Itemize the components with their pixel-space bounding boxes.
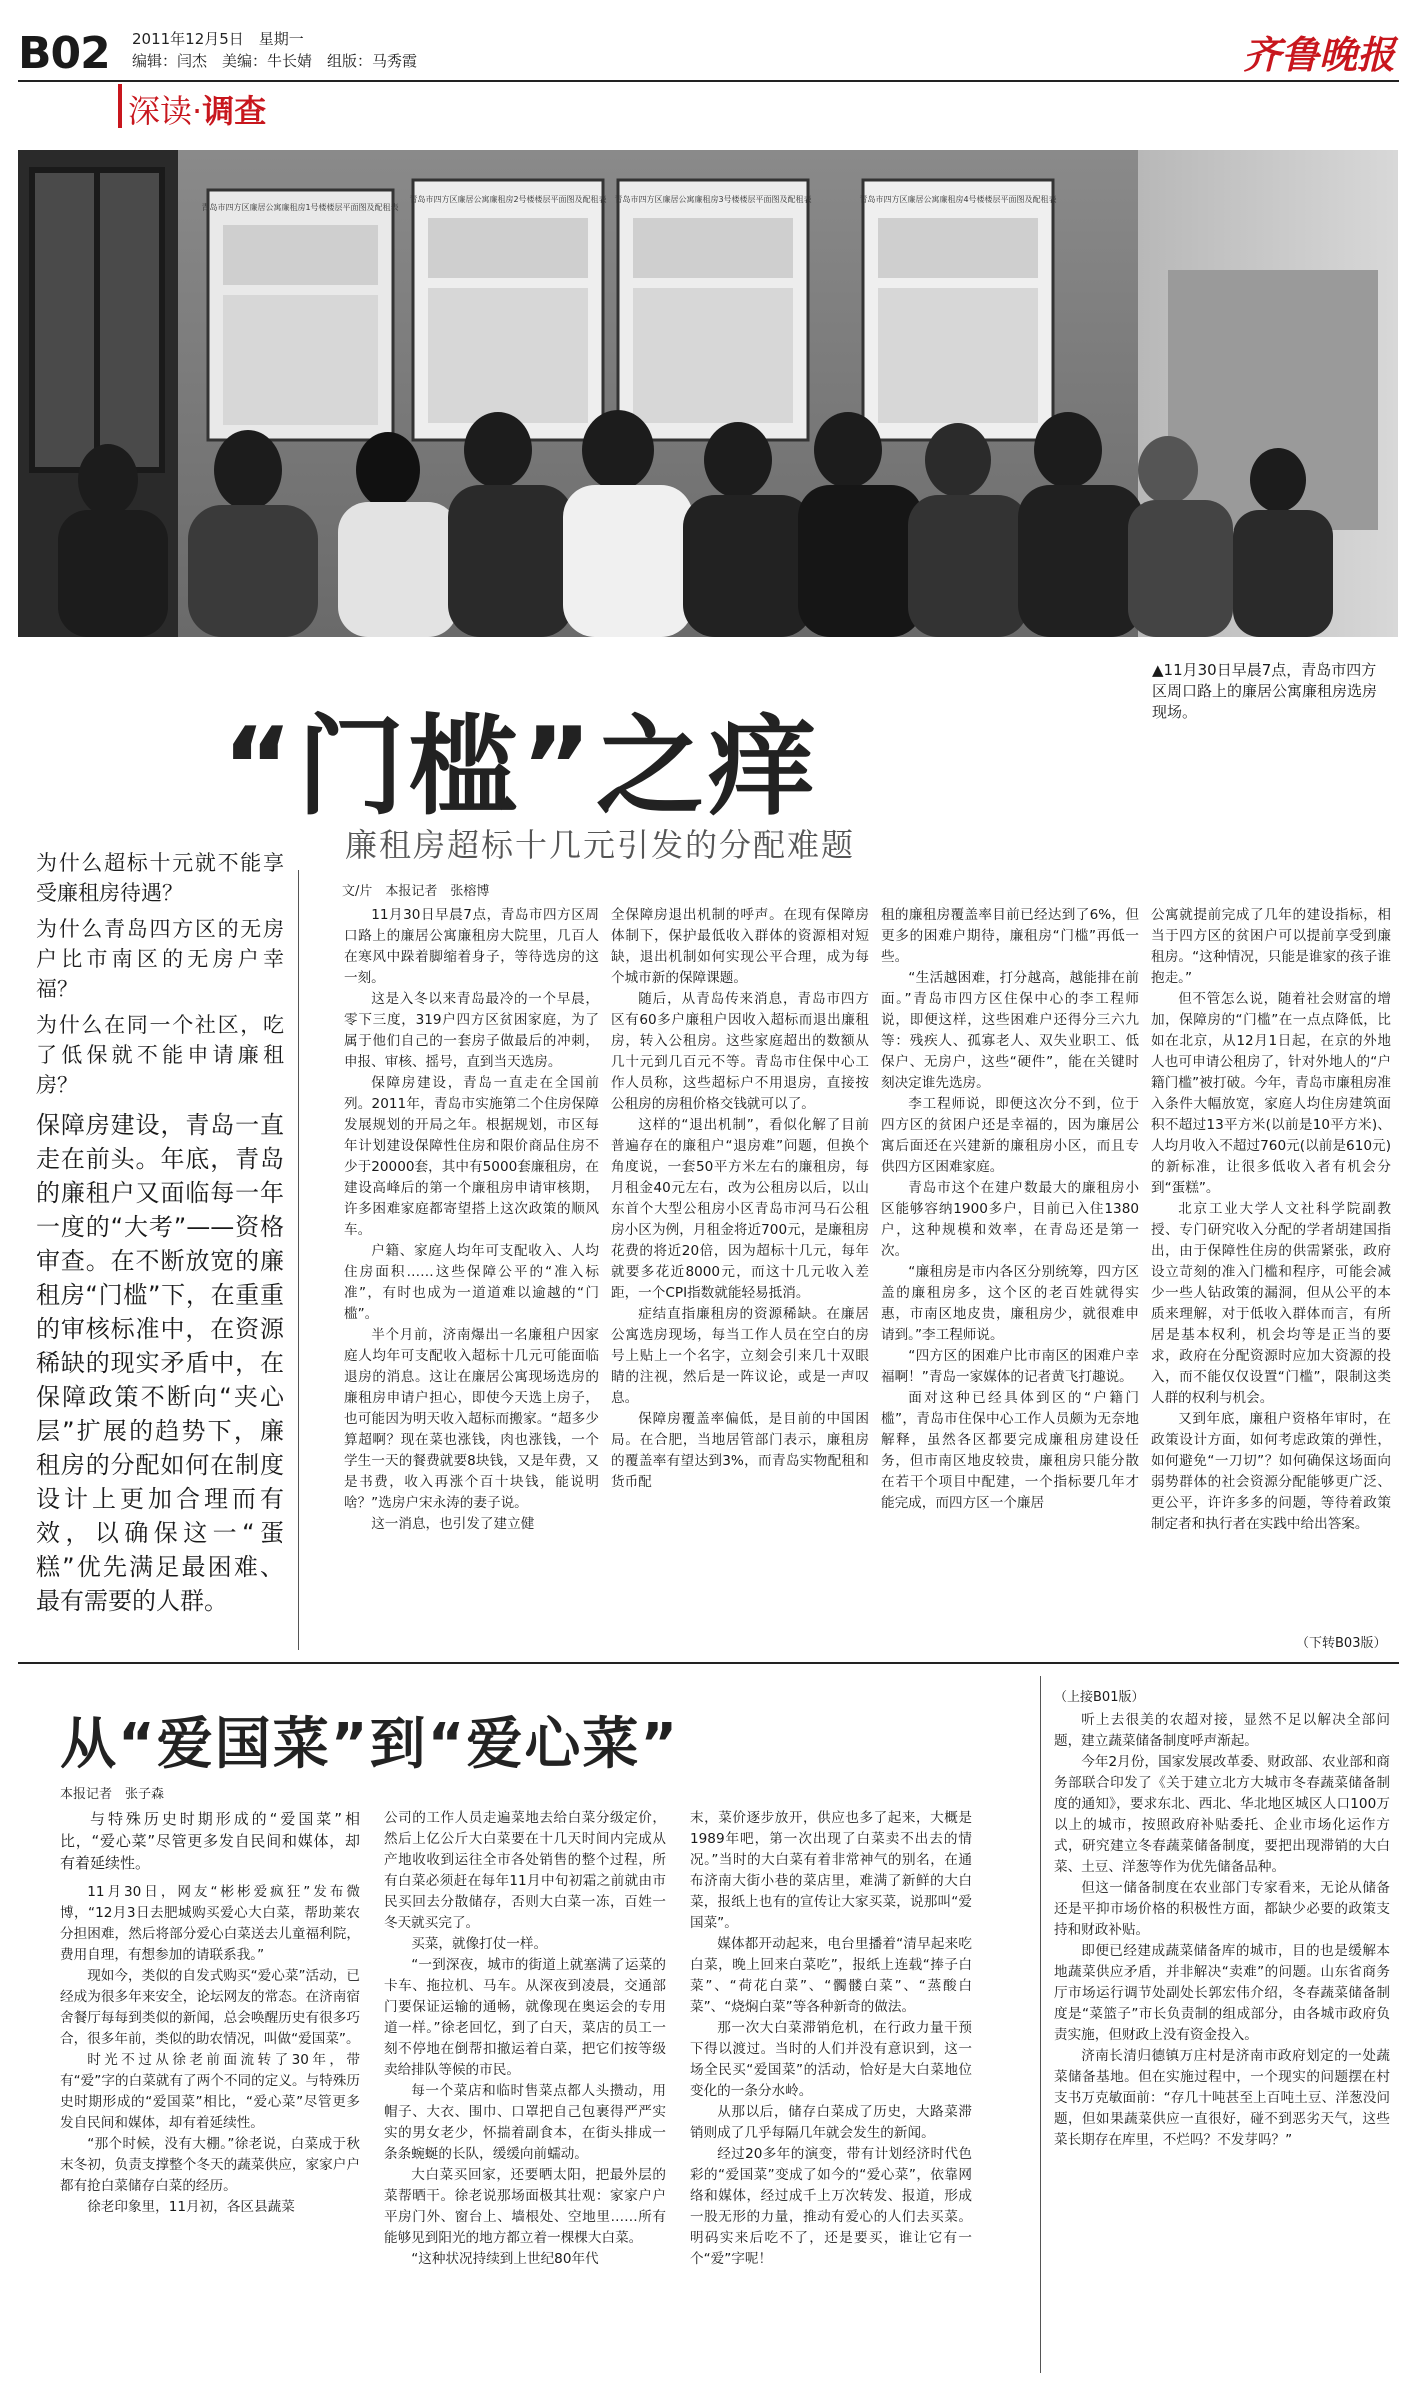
- paragraph: 这一消息，也引发了建立健: [371, 1516, 535, 1532]
- photo-caption: ▲11月30日早晨7点，青岛市四方区周口路上的廉居公寓廉租房选房现场。: [1152, 661, 1378, 721]
- article-1-column-1: [344, 905, 599, 1655]
- article-1-column-3: [881, 905, 1139, 1655]
- paragraph: 半个月前，济南爆出一名廉租户因家庭人均年可支配收入超标十几元可能面临退房的消息。这让在廉居公寓现场选房的廉租房申请户担心，即使今天选上房子，也可能因为明天收入超标而搬家。“超多少算超啊？现在菜也涨钱，肉也涨钱，一个学生一天的餐费就要8块钱，又是年费，又是书费，收入再涨个百十块钱，能说明啥？”选房户宋永涛的妻子说。: [344, 1327, 599, 1511]
- paragraph: 徐老印象里，11月初，各区县蔬菜: [87, 2199, 295, 2215]
- paragraph: 每一个菜店和临时售菜点都人头攒动，用帽子、大衣、围巾、口罩把自己包裹得严严实实的男女老少，怀揣着副食本，在街头排成一条条蜿蜒的长队，缓缓向前蠕动。: [384, 2083, 666, 2162]
- intro-question-3: 为什么在同一个社区，吃了低保就不能申请廉租房？: [36, 1013, 284, 1097]
- crowd-photo-illustration: [18, 150, 1398, 637]
- notice-sign-3: 青岛市四方区廉居公寓廉租房3号楼楼层平面图及配租表: [614, 195, 812, 204]
- page-number: B02: [18, 28, 110, 79]
- intro-body: 保障房建设，青岛一直走在前头。年底，青岛的廉租户又面临每一年一度的“大考”——资格审查。在不断放宽的廉租房“门槛”下，在重重的审核标准中，在资源稀缺的现实矛盾中，在保障政策不断向“夹心层”扩展的趋势下，廉租房的分配如何在制度设计上更加合理而有效，以确保这一“蛋糕”优先满足最困难、最有需要的人群。: [36, 1111, 284, 1615]
- paragraph: 这样的“退出机制”，看似化解了目前普遍存在的廉租户“退房难”问题，但换个角度说，一套50平方米左右的廉租房，每月租金40元左右，改为公租房以后，以山东首个大型公租房小区青岛市河马石公租房小区为例，月租金将近700元，是廉租房花费的将近20倍，因为超标十几元，每年就要多花近8000元，而这十几元收入差距，一个CPI指数就能轻易抵消。: [611, 1117, 869, 1301]
- paragraph: 李工程师说，即便这次分不到，位于四方区的贫困户还是幸福的，因为廉居公寓后面还在兴建新的廉租房小区，而且专供四方区困难家庭。: [881, 1096, 1139, 1175]
- notice-board-2: [409, 180, 606, 440]
- continued-from-note: （上接B01版）: [1054, 1690, 1145, 1705]
- article-2-column-2: [384, 1808, 666, 2373]
- paragraph: 全保障房退出机制的呼声。在现有保障房体制下，保护最低收入群体的资源相对短缺，退出机制如何实现公平合理，成为每个城市新的保障课题。: [611, 907, 869, 986]
- intro-question-2: 为什么青岛四方区的无房户比市南区的无房户幸福？: [36, 917, 284, 1001]
- article-2-byline: 本报记者 张子森: [60, 1787, 165, 1802]
- header-rule: [18, 80, 1399, 82]
- editor-line: 编辑：闫杰 美编：牛长婧 组版：马秀霞: [132, 52, 418, 70]
- article-1-column-2: [611, 905, 869, 1655]
- intro-divider: [298, 870, 299, 1650]
- paragraph: 公寓就提前完成了几年的建设指标，相当于四方区的贫困户可以提前享受到廉租房。“这种情况，只能是谁家的孩子谁抱走。”: [1151, 907, 1391, 986]
- paragraph: 户籍、家庭人均年可支配收入、人均住房面积……这些保障公平的“准入标准”，有时也成为一道道难以逾越的“门槛”。: [344, 1243, 599, 1322]
- paragraph: 租的廉租房覆盖率目前已经达到了6%，但更多的困难户期待，廉租房“门槛”再低一些。: [881, 907, 1139, 965]
- paragraph: 症结直指廉租房的资源稀缺。在廉居公寓选房现场，每当工作人员在空白的房号上贴上一个名字，立刻会引来几十双眼睛的注视，然后是一阵议论，或是一声叹息。: [611, 1306, 869, 1406]
- paragraph: “生活越困难，打分越高，越能排在前面。”青岛市四方区住保中心的李工程师说，即便这样，这些困难户还得分三六九等：残疾人、孤寡老人、双失业职工、低保户、无房户，这些“硬件”，能在关键时刻决定谁先选房。: [881, 970, 1139, 1091]
- section-title: [128, 86, 266, 132]
- continued-on-note: （下转B03版）: [1296, 1636, 1387, 1651]
- paragraph: 但不管怎么说，随着社会财富的增加，保障房的“门槛”在一点点降低，比如在北京，从12月1日起，在京的外地人也可申请公租房了，针对外地人的“户籍门槛”被打破。今年，青岛市廉租房准入条件大幅放宽，家庭人均住房建筑面积不超过13平方米(以前是10平方米)、人均月收入不超过760元(以前是610元)的新标准，让很多低收入者有机会分到“蛋糕”。: [1151, 991, 1391, 1196]
- notice-board-4: [859, 180, 1056, 440]
- paragraph: 公司的工作人员走遍菜地去给白菜分级定价，然后上亿公斤大白菜要在十几天时间内完成从产地收收到运往全市各处销售的整个过程，所有白菜必须赶在每年11月中旬初霜之前就由市民买回去分散储存，否则大白菜一冻，百姓一冬天就买完了。: [384, 1810, 666, 1931]
- paragraph: 听上去很美的农超对接，显然不足以解决全部问题，建立蔬菜储备制度呼声渐起。: [1054, 1712, 1390, 1749]
- paragraph: 青岛市这个在建户数最大的廉租房小区能够容纳1900多户，目前已入住1380户，这种规模和效率，在青岛还是第一次。: [881, 1180, 1139, 1259]
- paragraph: 时光不过从徐老前面流转了30年，带有“爱”字的白菜就有了两个不同的定义。与特殊历史时期形成的“爱国菜”相比，“爱心菜”尽管更多发自民间和媒体，却有着延续性。: [60, 2052, 360, 2131]
- intro-question-1: 为什么超标十元就不能享受廉租房待遇？: [36, 851, 284, 905]
- article-1-column-4: [1151, 905, 1391, 1610]
- paragraph: 经过20多年的演变，带有计划经济时代色彩的“爱国菜”变成了如今的“爱心菜”，依靠网络和媒体，经过成千上万次转发、报道，形成一股无形的力量，推动有爱心的人们去买菜。明码实来后吃不了，还是要买，谁让它有一个“爱”字呢！: [690, 2146, 972, 2267]
- paragraph: 大白菜买回家，还要晒太阳，把最外层的菜帮晒干。徐老说那场面极其壮观：家家户户平房门外、窗台上、墙根处、空地里……所有能够见到阳光的地方都立着一棵棵大白菜。: [384, 2167, 666, 2246]
- paragraph: 末，菜价逐步放开，供应也多了起来，大概是1989年吧，第一次出现了白菜卖不出去的情况。”当时的大白菜有着非常神气的别名，在通布济南大街小巷的菜店里，难满了新鲜的大白菜，报纸上也有的宣传让大家买菜，说那叫“爱国菜”。: [690, 1810, 972, 1931]
- notice-board-1: [201, 190, 398, 440]
- column-divider: [1040, 1676, 1041, 2373]
- paragraph: 保障房覆盖率偏低，是目前的中国困局。在合肥，当地居管部门表示，廉租房的覆盖率有望达到3%，而青岛实物配租和货币配: [611, 1411, 869, 1490]
- article-1-intro: [36, 848, 284, 1650]
- paragraph: 又到年底，廉租户资格年审时，在政策设计方面，如何考虑政策的弹性，如何避免“一刀切”？如何确保这场面向弱势群体的社会资源分配能够更广泛、更公平，许许多多的问题，等待着政策制定者和执行者在实践中给出答案。: [1151, 1411, 1391, 1532]
- paragraph: 媒体都开动起来，电台里播着“清早起来吃白菜，晚上回来白菜吃”，报纸上连载“捧子白菜”、“荷花白菜”、“髑髅白菜”、“蒸酸白菜”、“烧焖白菜”等各种新奇的做法。: [690, 1936, 972, 2015]
- lead-photo: [18, 150, 1398, 637]
- article-1-headline: “门槛”之痒: [222, 705, 820, 830]
- paragraph: 北京工业大学人文社科学院副教授、专门研究收入分配的学者胡建国指出，由于保障性住房的供需紧张，政府设立苛刻的准入门槛和程序，可能会减少一些人钻政策的漏洞，但从公平的本质来理解，对于低收入群体而言，有所居是基本权利，机会均等是正当的要求，政府在分配资源时应加大资源的投入，而不能仅仅设置“门槛”，限制这类人群的权利与机会。: [1151, 1201, 1391, 1406]
- article-2-column-3: [690, 1808, 972, 2373]
- article-2-lead: 与特殊历史时期形成的“爱国菜”相比，“爱心菜”尽管更多发自民间和媒体，却有着延续性。: [60, 1810, 360, 1872]
- paragraph: 面对这种已经具体到区的“户籍门槛”，青岛市住保中心工作人员颇为无奈地解释，虽然各区都要完成廉租房建设任务，但市南区地皮较贵，廉租房只能分散在若干个项目中配建，一个指标要几年才能完成，而四方区一个廉居: [881, 1390, 1139, 1511]
- paragraph: 11月30日，网友“彬彬爱疯狂”发布微博，“12月3日去肥城购买爱心大白菜，帮助莱农分担困难，然后将部分爱心白菜送去儿童福利院，费用自理，有想参加的请联系我。”: [60, 1884, 360, 1963]
- newspaper-logo: 齐鲁晚报: [1242, 32, 1395, 77]
- section-title-light: 深读: [128, 92, 193, 130]
- article-2-headline: 从“爱国菜”到“爱心菜”: [60, 1712, 680, 1777]
- notice-sign-1: 青岛市四方区廉居公寓廉租房1号楼楼层平面图及配租表: [201, 203, 399, 212]
- paragraph: 即便已经建成蔬菜储备库的城市，目的也是缓解本地蔬菜供应矛盾，并非解决“卖难”的问题。山东省商务厅市场运行调节处副处长郭宏伟介绍，冬春蔬菜储备制度是“菜篮子”市长负责制的组成部分，由各城市政府负责实施，但财政上没有资金投入。: [1054, 1943, 1390, 2043]
- article-divider: [18, 1662, 1399, 1664]
- article-1-subhead: 廉租房超标十几元引发的分配难题: [345, 826, 856, 864]
- paragraph: 11月30日早晨7点，青岛市四方区周口路上的廉居公寓廉租房大院里，几百人在寒风中跺着脚缩着身子，等待选房的这一刻。: [344, 907, 599, 986]
- article-1-byline: 文/片 本报记者 张榕博: [342, 884, 490, 899]
- notice-sign-4: 青岛市四方区廉居公寓廉租房4号楼楼层平面图及配租表: [859, 195, 1057, 204]
- paragraph: 那一次大白菜滞销危机，在行政力量干预下得以渡过。当时的人们并没有意识到，这一场全民买“爱国菜”的活动，恰好是大白菜地位变化的一条分水岭。: [690, 2020, 972, 2099]
- section-title-dot: ·: [192, 92, 203, 130]
- section-title-bold: 调查: [202, 92, 267, 130]
- section-accent-bar: [118, 84, 122, 128]
- paragraph: “那个时候，没有大棚。”徐老说，白菜成于秋末冬初，负责支撑整个冬天的蔬菜供应，家家户户都有抢白菜储存白菜的经历。: [60, 2136, 360, 2194]
- article-2-column-1: [60, 1808, 360, 2373]
- paragraph: 今年2月份，国家发展改革委、财政部、农业部和商务部联合印发了《关于建立北方大城市冬春蔬菜储备制度的通知》，要求东北、西北、华北地区城区人口100万以上的城市，按照政府补贴委托、企业市场化运作方式，研究建立冬春蔬菜储备制度，要把出现滞销的大白菜、土豆、洋葱等作为优先储备品种。: [1054, 1754, 1390, 1875]
- paragraph: “一到深夜，城市的街道上就塞满了运菜的卡车、拖拉机、马车。从深夜到凌晨，交通部门要保证运输的通畅，就像现在奥运会的专用道一样。”徐老回忆，到了白天，菜店的员工一刻不停地在倒帮扣撤运着白菜，把它们按等级卖给排队等候的市民。: [384, 1957, 666, 2078]
- notice-board-3: [614, 180, 811, 440]
- notice-sign-2: 青岛市四方区廉居公寓廉租房2号楼楼层平面图及配租表: [409, 195, 607, 204]
- paragraph: 买菜，就像打仗一样。: [411, 1936, 548, 1952]
- article-2-column-4: [1054, 1710, 1390, 2373]
- paragraph: “四方区的困难户比市南区的困难户幸福啊！”青岛一家媒体的记者黄飞打趣说。: [881, 1348, 1139, 1385]
- paragraph: 但这一储备制度在农业部门专家看来，无论从储备还是平抑市场价格的积极性方面，都缺少必要的政策支持和财政补贴。: [1054, 1880, 1390, 1938]
- paragraph: “廉租房是市内各区分别统筹，四方区盖的廉租房多，这个区的老百姓就得实惠，市南区地皮贵，廉租房少，就很难申请到。”李工程师说。: [881, 1264, 1139, 1343]
- paragraph: 济南长清归德镇万庄村是济南市政府划定的一处蔬菜储备基地。但在实施过程中，一个现实的问题摆在村支书万克敏面前：“存几十吨甚至上百吨土豆、洋葱没问题，但如果蔬菜供应一直很好，碰不到恶劣天气，这些菜长期存在库里，不烂吗？不发芽吗？”: [1054, 2048, 1390, 2148]
- paragraph: 这是入冬以来青岛最冷的一个早晨，零下三度，319户四方区贫困家庭，为了属于他们自己的一套房子做最后的冲刺，申报、审核、摇号，直到当天选房。: [344, 991, 599, 1070]
- paragraph: 随后，从青岛传来消息，青岛市四方区有60多户廉租户因收入超标而退出廉租房，转入公租房。这些家庭超出的数额从几十元到几百元不等。青岛市住保中心工作人员称，这些超标户不用退房，直接按公租房的房租价格交钱就可以了。: [611, 991, 869, 1112]
- paragraph: “这种状况持续到上世纪80年代: [411, 2251, 599, 2267]
- paragraph: 保障房建设，青岛一直走在全国前列。2011年，青岛市实施第二个住房保障发展规划的开局之年。根据规划，市区每年计划建设保障性住房和限价商品住房不少于20000套，其中有5000套廉租房，在建设高峰后的第一个廉租房申请审核期，许多困难家庭都寄望搭上这次政策的顺风车。: [344, 1075, 599, 1238]
- paragraph: 现如今，类似的自发式购买“爱心菜”活动，已经成为很多年来安全，论坛网友的常态。在济南宿舍餐厅每每到类似的新闻，总会唤醒历史有很多巧合，很多年前，类似的助农情况，叫做“爱国菜”。: [60, 1968, 360, 2047]
- paragraph: 从那以后，储存白菜成了历史，大路菜滞销则成了几乎每隔几年就会发生的新闻。: [690, 2104, 972, 2141]
- date-line: 2011年12月5日 星期一: [132, 30, 304, 48]
